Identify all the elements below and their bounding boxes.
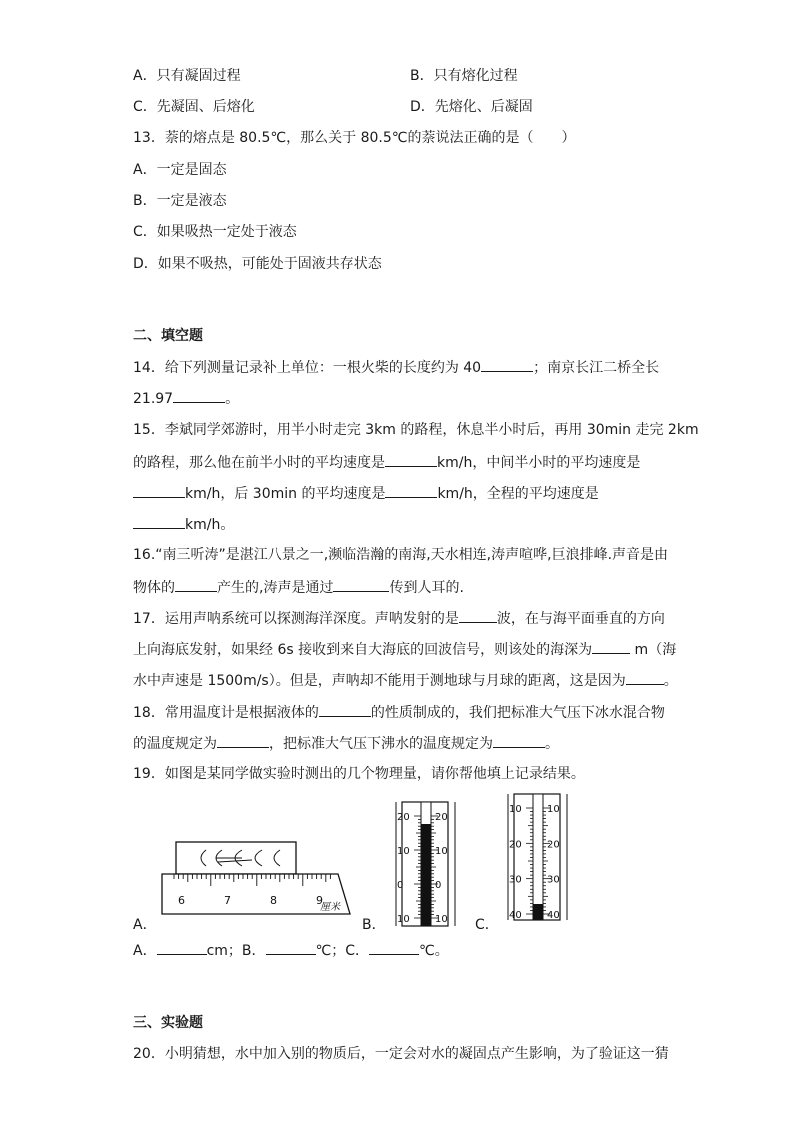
q17-line-2 [133, 639, 676, 660]
figure-b-label: B． [362, 917, 386, 933]
answer-blank[interactable] [369, 940, 419, 955]
answer-blank[interactable] [385, 452, 437, 467]
q18-text-5: 。 [545, 736, 559, 752]
q15-line-2 [133, 452, 640, 473]
q14-text-4: 。 [225, 391, 240, 407]
q17-text-6: 。 [663, 673, 678, 689]
figure-c-label: C． [475, 917, 499, 933]
answer-blank[interactable] [173, 388, 225, 403]
q13-stem: 13．萘的熔点是 80.5℃，那么关于 80.5℃的萘说法正确的是（ ） [133, 130, 576, 146]
q19-stem: 19．如图是某同学做实验时测出的几个物理量，请你帮他填上记录结果。 [133, 766, 585, 782]
ruler-figure [158, 838, 358, 918]
thermometer-label: 10 [397, 914, 410, 925]
q14-text-1: 14．给下列测量记录补上单位：一根火柴的长度约为 40 [133, 360, 482, 376]
answer-blank[interactable] [592, 639, 630, 654]
q12-option-d: D．先熔化、后凝固 [410, 99, 533, 115]
thermometer-label: 0 [435, 880, 442, 891]
q17-text-3: 上向海底发射，如果经 6s 接收到来自大海底的回波信号，则该处的海深为 [133, 642, 593, 658]
answer-blank[interactable] [481, 357, 533, 372]
q18-text-4: ，把标准大气压下沸水的温度规定为 [269, 736, 493, 752]
q18-line-1 [133, 702, 665, 723]
q19-ans-a: A． [133, 943, 157, 959]
q19-ans-a-unit: cm；B． [206, 943, 266, 959]
q20-line-1: 20．小明猜想，水中加入别的物质后，一定会对水的凝固点产生影响，为了验证这一猜 [133, 1046, 669, 1062]
q16-line-2 [133, 577, 464, 598]
q15-text-2: km/h，中间半小时的平均速度是 [437, 455, 641, 471]
thermometer-label: 0 [397, 880, 404, 891]
thermometer-label: 10 [509, 804, 522, 815]
answer-blank[interactable] [333, 577, 389, 592]
q17-text-5: 水中声速是 1500m/s）。但是，声呐却不能用于测地球与月球的距离，这是因为 [133, 673, 626, 689]
thermometer-b [388, 796, 464, 930]
q13-option-c: C．如果吸热一定处于液态 [133, 224, 297, 240]
thermometer-label: 10 [547, 804, 560, 815]
answer-blank[interactable] [319, 702, 371, 717]
answer-blank[interactable] [175, 577, 217, 592]
q12-option-b: B．只有熔化过程 [410, 68, 518, 84]
q18-text-2: 的性质制成的，我们把标准大气压下冰水混合物 [370, 705, 665, 721]
ruler-tick-label: 7 [224, 894, 231, 907]
thermometer-label: 10 [435, 846, 448, 857]
thermometer-label: 20 [509, 839, 522, 851]
thermometer-label: 10 [397, 846, 410, 857]
thermometer-b-liquid [421, 824, 431, 926]
q14-line-1 [133, 357, 659, 378]
answer-blank[interactable] [385, 483, 437, 498]
answer-blank[interactable] [626, 670, 664, 685]
q15-line-4 [133, 514, 234, 535]
section-title-experiment: 三、实验题 [133, 1015, 203, 1031]
q19-ans-c-unit: ℃。 [419, 943, 449, 959]
q17-text-2: 波，在与海平面垂直的方向 [496, 611, 665, 627]
q18-text-3: 的温度规定为 [133, 736, 217, 752]
thermometer-c [500, 790, 576, 924]
q17-text-4: m（海 [630, 642, 677, 658]
q12-option-c: C．先凝固、后熔化 [133, 99, 255, 115]
q13-option-a: A．一定是固态 [133, 162, 227, 178]
q13-option-b: B．一定是液态 [133, 193, 227, 209]
answer-blank[interactable] [133, 483, 185, 498]
ruler-unit: 厘米 [320, 902, 340, 913]
thermometer-c-tube [533, 794, 543, 920]
thermometer-label: 10 [435, 914, 448, 925]
q12-option-a: A．只有凝固过程 [133, 68, 241, 84]
q17-text-1: 17．运用声呐系统可以探测海洋深度。声呐发射的是 [133, 611, 459, 627]
ruler-tick-label: 9 [316, 894, 323, 907]
q15-line-3 [133, 483, 599, 504]
q15-text-5: km/h。 [185, 517, 235, 533]
answer-blank[interactable] [133, 514, 185, 529]
thermometer-label: 20 [435, 812, 448, 823]
q16-line-1: 16.“南三听涛”是湛江八景之一,濒临浩瀚的南海,天水相连,涛声喧哗,巨浪排峰.声音是由 [133, 547, 669, 563]
thermometer-label: 20 [397, 812, 410, 823]
q13-option-d: D．如果不吸热，可能处于固液共存状态 [133, 256, 382, 272]
q15-line-1: 15．李斌同学郊游时，用半小时走完 3km 的路程，休息半小时后，再用 30min 走完 2km [133, 422, 699, 438]
answer-blank[interactable] [157, 940, 207, 955]
figure-a-label: A． [133, 917, 157, 933]
ruler-tick-label: 6 [178, 894, 185, 907]
q14-text-2: ；南京长江二桥全长 [533, 360, 660, 376]
q18-line-2 [133, 733, 559, 754]
thermometer-c-liquid [533, 904, 543, 920]
q19-ans-b-unit: ℃；C． [315, 943, 370, 959]
q17-line-3 [133, 670, 678, 691]
q15-text-1: 的路程，那么他在前半小时的平均速度是 [133, 455, 385, 471]
q14-text-3: 21.97 [133, 391, 174, 407]
answer-blank[interactable] [266, 940, 316, 955]
q18-text-1: 18．常用温度计是根据液体的 [133, 705, 319, 721]
q17-line-1 [133, 608, 665, 629]
thermometer-label: 40 [509, 910, 522, 921]
thermometer-label: 40 [547, 910, 560, 921]
section-title-fill-in: 二、填空题 [133, 328, 203, 344]
thermometer-label: 30 [509, 874, 522, 886]
q16-text-2: 产生的,涛声是通过 [217, 580, 334, 596]
answer-blank[interactable] [217, 733, 269, 748]
q15-text-4: km/h，全程的平均速度是 [437, 486, 599, 502]
thermometer-label: 20 [547, 839, 560, 851]
thermometer-label: 30 [547, 874, 560, 886]
q14-line-2 [133, 388, 239, 409]
q16-text-3: 传到人耳的. [389, 580, 464, 596]
q15-text-3: km/h，后 30min 的平均速度是 [185, 486, 386, 502]
q16-text-1: 物体的 [133, 580, 175, 596]
answer-blank[interactable] [493, 733, 545, 748]
ruler-tick-label: 8 [270, 894, 277, 907]
q19-answer-line [133, 940, 449, 961]
answer-blank[interactable] [459, 608, 497, 623]
